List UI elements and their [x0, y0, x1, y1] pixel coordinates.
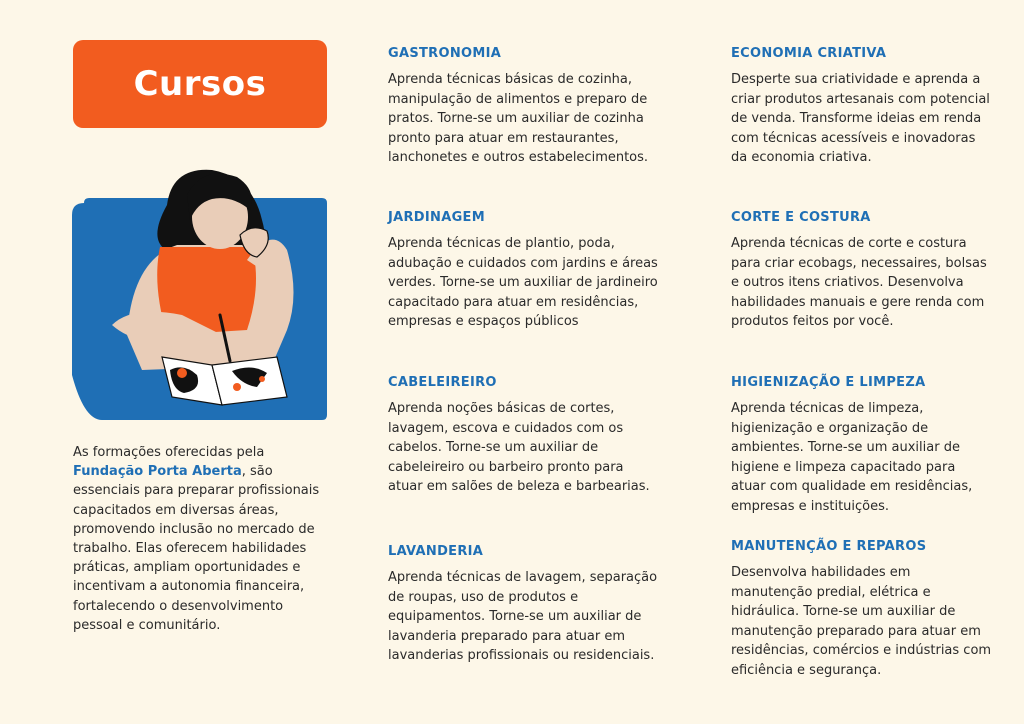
- course-title: GASTRONOMIA: [388, 46, 502, 61]
- course-description: Aprenda técnicas de lavagem, separação de roupas, uso de produtos e equipamentos. Torne-se um auxiliar de lavanderia preparado para atuar em lavanderias profissionais ou residenciais.: [388, 570, 658, 664]
- course-lavanderia: [388, 544, 658, 666]
- intro-paragraph: [73, 443, 335, 635]
- course-title: LAVANDERIA: [388, 544, 484, 559]
- course-description: Aprenda técnicas de plantio, poda, adubação e cuidados com jardins e áreas verdes. Torne-se um auxiliar de jardineiro capacitado para atuar em residências, empresas e espaços públicos: [388, 236, 658, 330]
- course-jardinagem: [388, 210, 658, 332]
- course-description: Desperte sua criatividade e aprenda a criar produtos artesanais com potencial de venda. Transforme ideias em renda com técnicas acessíveis e inovadoras da economia criativa.: [731, 72, 990, 166]
- course-description: Aprenda técnicas de corte e costura para criar ecobags, necessaires, bolsas e outros itens criativos. Desenvolva habilidades manuais e gere renda com produtos feitos por você.: [731, 236, 987, 330]
- intro-text-after: , são essenciais para preparar profissionais capacitados em diversas áreas, promovendo inclusão no mercado de trabalho. Elas oferecem habilidades práticas, ampliam oportunidades e incentivam a autonomia financeira, fortalecendo o desenvolvimento pessoal e comunitário.: [73, 464, 320, 633]
- course-title: ECONOMIA CRIATIVA: [731, 46, 887, 61]
- course-higienizacao-e-limpeza: [731, 375, 993, 517]
- course-description: Aprenda noções básicas de cortes, lavagem, escova e cuidados com os cabelos. Torne-se um auxiliar de cabeleireiro ou barbeiro pronto para atuar em salões de beleza e barbearias.: [388, 401, 650, 495]
- woman-writing-illustration: [72, 165, 330, 420]
- organization-name: Fundação Porta Aberta: [73, 464, 242, 480]
- course-title: JARDINAGEM: [388, 210, 485, 225]
- course-title: MANUTENÇÃO E REPAROS: [731, 539, 927, 554]
- course-title: CABELEIREIRO: [388, 375, 497, 390]
- course-cabeleireiro: [388, 375, 658, 497]
- course-title: HIGIENIZAÇÃO E LIMPEZA: [731, 375, 926, 390]
- course-description: Aprenda técnicas básicas de cozinha, manipulação de alimentos e preparo de pratos. Torne-se um auxiliar de cozinha pronto para atuar em restaurantes, lanchonetes e outros estabelecimentos.: [388, 72, 649, 166]
- course-economia-criativa: [731, 46, 993, 168]
- intro-text-before: As formações oferecidas pela: [73, 445, 265, 460]
- course-title: CORTE E COSTURA: [731, 210, 871, 225]
- course-gastronomia: [388, 46, 658, 168]
- course-description: Aprenda técnicas de limpeza, higienização e organização de ambientes. Torne-se um auxiliar de higiene e limpeza capacitado para atuar com qualidade em residências, empresas e instituições.: [731, 401, 973, 514]
- page-title: Cursos: [133, 64, 267, 104]
- book-doodle-orange-right: [233, 383, 241, 391]
- book-doodle-orange: [177, 368, 187, 378]
- course-corte-e-costura: [731, 210, 993, 332]
- course-manutencao-e-reparos: [731, 539, 993, 681]
- title-banner: [73, 40, 327, 128]
- course-description: Desenvolva habilidades em manutenção predial, elétrica e hidráulica. Torne-se um auxiliar de manutenção preparado para atuar em residências, comércios e indústrias com eficiência e segurança.: [731, 565, 992, 678]
- book-doodle-orange-right-2: [259, 376, 265, 382]
